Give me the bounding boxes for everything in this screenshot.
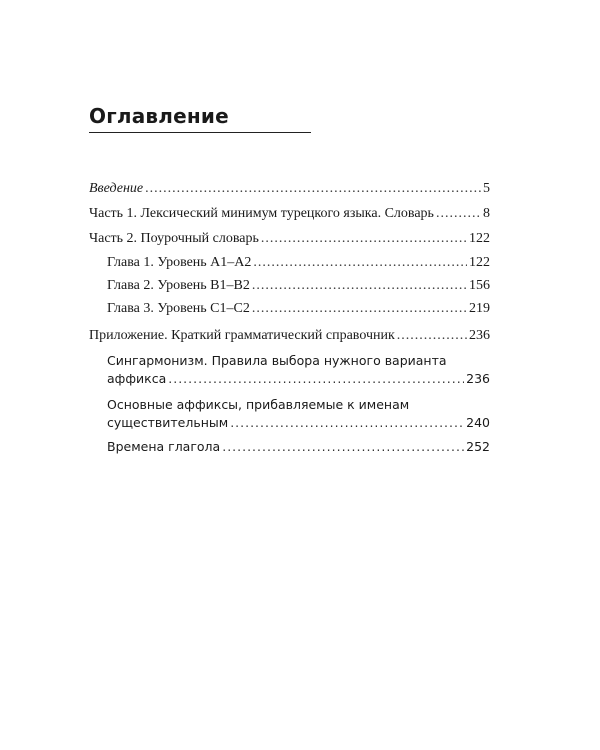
toc-entry-tenses[interactable] — [107, 438, 490, 456]
leader-dots — [230, 414, 464, 432]
toc-entry-chapter-2[interactable] — [107, 277, 490, 295]
toc-entry-title: Глава 2. Уровень B1–B2 — [107, 278, 250, 293]
leader-dots — [168, 370, 464, 388]
toc-entry-title-line1[interactable]: Основные аффиксы, прибавляемые к именам — [107, 397, 410, 412]
toc-entry-title: Глава 3. Уровень C1–C2 — [107, 301, 250, 316]
leader-dots — [145, 180, 481, 198]
toc-entry-page: 240 — [466, 415, 490, 430]
toc-entry-title-line2: аффикса — [107, 371, 167, 386]
toc-entry-page: 156 — [469, 278, 490, 293]
toc-entry-title: Часть 2. Поурочный словарь — [89, 231, 259, 246]
toc-entry-title: Часть 1. Лексический минимум турецкого языка. Словарь — [89, 206, 434, 221]
toc-entry-chapter-3[interactable] — [107, 300, 490, 318]
toc-entry-page: 122 — [469, 231, 490, 246]
toc-entry-title-line2: существительным — [107, 415, 229, 430]
toc-entry-part-1[interactable] — [89, 205, 490, 223]
page-title: Оглавление — [89, 104, 229, 128]
toc-entry-affixes[interactable] — [107, 414, 490, 432]
toc-entry-title: Глава 1. Уровень A1–A2 — [107, 255, 252, 270]
leader-dots — [261, 230, 467, 248]
toc-entry-title: Времена глагола — [107, 439, 221, 454]
toc-entry-page: 5 — [483, 181, 490, 196]
toc-entry-title: Введение — [89, 181, 144, 196]
leader-dots — [222, 438, 464, 456]
toc-entry-introduction[interactable] — [89, 180, 490, 198]
leader-dots — [252, 277, 467, 295]
toc-entry-title: Приложение. Краткий грамматический справочник — [89, 328, 395, 343]
toc-entry-page: 122 — [469, 255, 490, 270]
toc-entry-title-line1[interactable]: Сингармонизм. Правила выбора нужного варианта — [107, 353, 447, 368]
leader-dots — [397, 327, 467, 345]
toc-entry-chapter-1[interactable] — [107, 254, 490, 272]
toc-entry-part-2[interactable] — [89, 230, 490, 248]
leader-dots — [252, 300, 467, 318]
toc-entry-page: 236 — [466, 371, 490, 386]
toc-entry-appendix[interactable] — [89, 327, 490, 345]
toc-entry-page: 252 — [466, 439, 490, 454]
leader-dots — [436, 205, 481, 223]
toc-entry-page: 219 — [469, 301, 490, 316]
toc-entry-harmony[interactable] — [107, 370, 490, 388]
toc-entry-page: 8 — [483, 206, 490, 221]
leader-dots — [253, 254, 467, 272]
toc-entry-page: 236 — [469, 328, 490, 343]
